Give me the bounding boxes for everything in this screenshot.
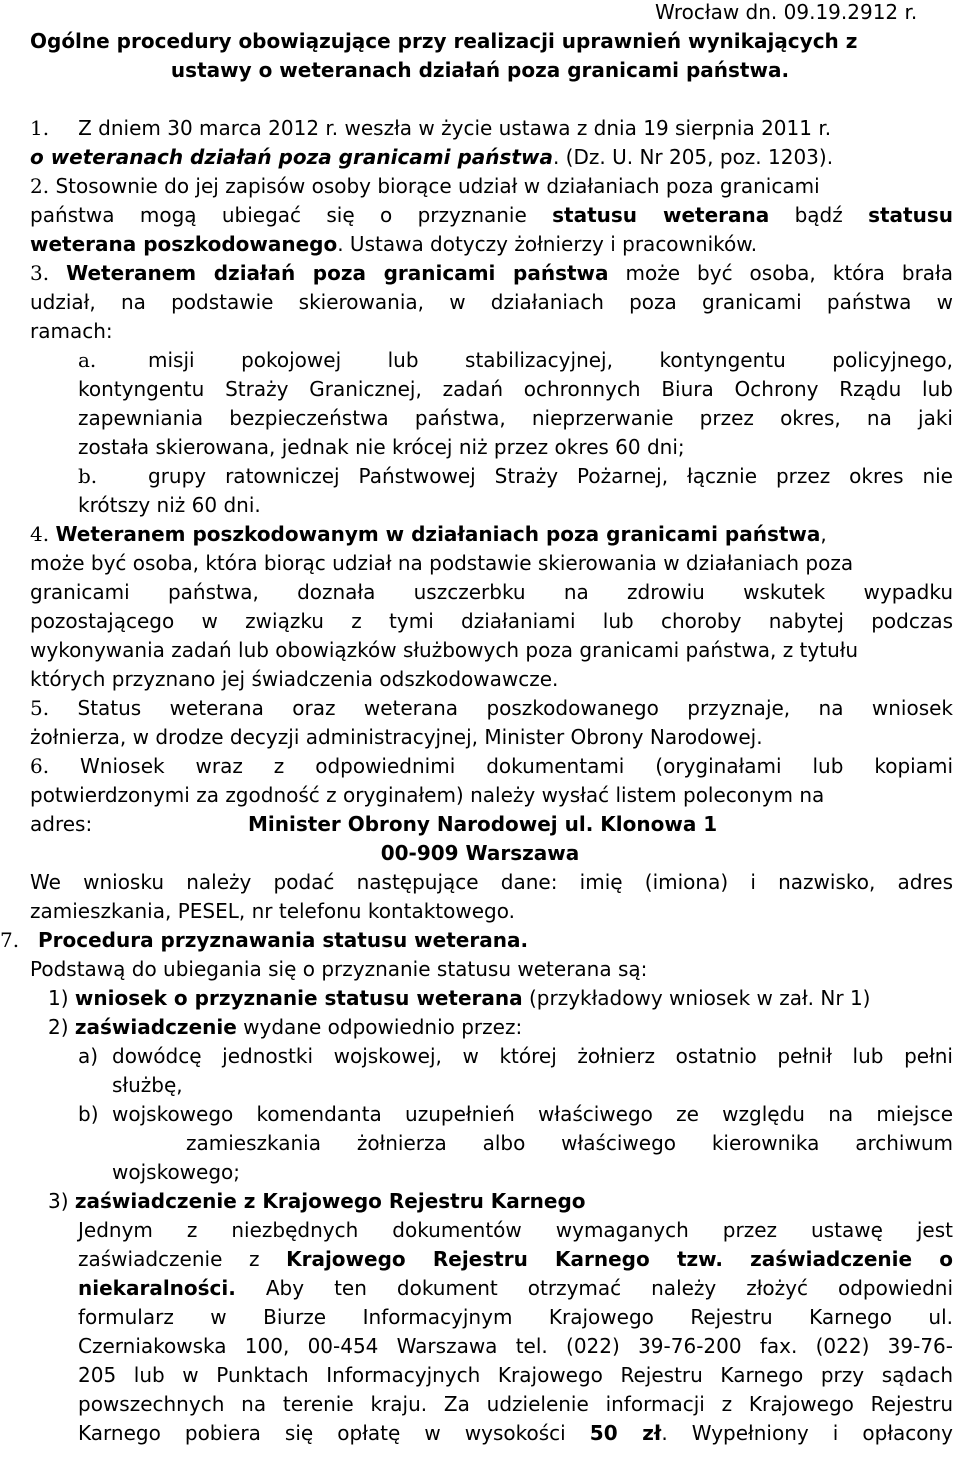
section-4-line-4: pozostającego w związku z tymi działaniami lub choroby nabytej podczas [30,609,953,633]
section-5-line-1: 5. Status weterana oraz weterana poszkodowanego przyznaje, na wniosek [30,696,954,720]
section-3-item-b-line-1: grupy ratowniczej Państwowej Straży Pożarnej, łącznie przez okres nie [148,464,953,488]
basis-item-2a-line-2: służbę, [112,1073,183,1097]
basis-item-1: 1) wniosek o przyznanie statusu weterana (przykładowy wniosek w zał. Nr 1) [48,986,871,1010]
section-3-item-a-label: a. [78,348,97,372]
section-3-item-b-line-2: krótszy niż 60 dni. [78,493,261,517]
section-2-line-1: 2. Stosownie do jej zapisów osoby biorące udział w działaniach poza granicami [30,174,820,198]
basis-item-2b-label: b) [78,1102,99,1126]
criminal-record-line-4: formularz w Biurze Informacyjnym Krajowego Rejestru Karnego ul. [78,1305,953,1329]
criminal-record-line-7: powszechnych na terenie kraju. Za udzielenie informacji z Krajowego Rejestru [78,1392,953,1416]
section-4-line-5: wykonywania zadań lub obowiązków służbowych poza granicami państwa, z tytułu [30,638,859,662]
law-reference: . (Dz. U. Nr 205, poz. 1203). [552,145,834,169]
section-6-line-4: We wniosku należy podać następujące dane: imię (imiona) i nazwisko, adres [30,870,953,894]
law-name: o weteranach działań poza granicami państwa [30,145,553,169]
basis-item-2a-line-1: dowódcę jednostki wojskowej, w której żołnierz ostatnio pełnił lub pełni [112,1044,953,1068]
section-2-number: 2. [30,174,50,198]
criminal-record-line-6: 205 lub w Punktach Informacyjnych Krajowego Rejestru Karnego przy sądach [78,1363,953,1387]
section-7-number: 7. [0,928,20,952]
document-title-line-2: ustawy o weteranach działań poza granicami państwa. [170,58,790,82]
section-3-number: 3. [30,261,50,285]
section-7-intro: Podstawą do ubiegania się o przyznanie statusu weterana są: [30,957,648,981]
section-1-line-2 [30,143,833,172]
address-line-1: Minister Obrony Narodowej ul. Klonowa 1 [248,812,718,836]
section-6-number: 6. [30,754,50,778]
section-2-line-3: weterana poszkodowanego. Ustawa dotyczy żołnierzy i pracowników. [30,232,758,256]
basis-item-2: 2) zaświadczenie wydane odpowiednio przez: [48,1015,523,1039]
basis-item-2b-line-1: wojskowego komendanta uzupełnień właściwego ze względu na miejsce [112,1102,953,1126]
section-3-item-a-line-1: misji pokojowej lub stabilizacyjnej, kontyngentu policyjnego, [148,348,953,372]
section-1-number: 1. [30,116,50,140]
section-4-number: 4. [30,522,50,546]
section-3-line-2: udział, na podstawie skierowania, w działaniach poza granicami państwa w [30,290,953,314]
basis-item-2a-label: a) [78,1044,99,1068]
address-label: adres: [30,812,93,836]
criminal-record-line-1: Jednym z niezbędnych dokumentów wymaganych przez ustawę jest [78,1218,953,1242]
section-3-item-b-label: b. [78,464,98,488]
basis-item-3: 3) zaświadczenie z Krajowego Rejestru Karnego [48,1189,586,1213]
criminal-record-line-3: niekaralności. Aby ten dokument otrzymać należy złożyć odpowiedni [78,1276,954,1300]
section-2-line-2: państwa mogą ubiegać się o przyznanie statusu weterana bądź statusu [30,203,953,227]
criminal-record-line-5: Czerniakowska 100, 00-454 Warszawa tel. (022) 39-76-200 fax. (022) 39-76- [78,1334,953,1358]
section-3-line-1: 3. Weteranem działań poza granicami państwa może być osoba, która brała [30,261,954,285]
criminal-record-line-8: Karnego pobiera się opłatę w wysokości 50 zł. Wypełniony i opłacony [78,1421,954,1445]
section-4-line-1: 4. Weteranem poszkodowanym w działaniach poza granicami państwa, [30,522,827,546]
section-5-number: 5. [30,696,50,720]
section-7-title: Procedura przyznawania statusu weterana. [38,928,529,952]
section-3-item-a-line-4: została skierowana, jednak nie krócej niż przez okres 60 dni; [78,435,685,459]
section-4-line-3: granicami państwa, doznała uszczerbku na zdrowiu wskutek wypadku [30,580,953,604]
section-4-line-2: może być osoba, która biorąc udział na podstawie skierowania w działaniach poza [30,551,854,575]
criminal-record-line-2: zaświadczenie z Krajowego Rejestru Karnego tzw. zaświadczenie o [78,1247,953,1271]
section-4-line-6: których przyznano jej świadczenia odszkodowawcze. [30,667,559,691]
section-1-text: Z dniem 30 marca 2012 r. weszła w życie ustawa z dnia 19 sierpnia 2011 r. [78,116,832,140]
section-6-line-1: 6. Wniosek wraz z odpowiednimi dokumentami (oryginałami lub kopiami [30,754,953,778]
address-line-2: 00-909 Warszawa [380,841,580,865]
document-title-line-1: Ogólne procedury obowiązujące przy realizacji uprawnień wynikających z [30,29,858,53]
section-3-item-a-line-3: zapewniania bezpieczeństwa państwa, nieprzerwanie przez okres, na jaki [78,406,953,430]
section-5-line-2: żołnierza, w drodze decyzji administracyjnej, Minister Obrony Narodowej. [30,725,763,749]
section-3-item-a-line-2: kontyngentu Straży Granicznej, zadań ochronnych Biura Ochrony Rządu lub [78,377,953,401]
section-6-line-2: potwierdzonymi za zgodność z oryginałem) należy wysłać listem poleconym na [30,783,825,807]
basis-item-2b-line-3: wojskowego; [112,1160,241,1184]
basis-item-2b-line-2: zamieszkania żołnierza albo właściwego kierownika archiwum [186,1131,953,1155]
place-date: Wrocław dn. 09.19.2912 r. [655,0,918,24]
section-3-line-3: ramach: [30,319,113,343]
section-1-line-1 [30,114,831,143]
section-6-line-5: zamieszkania, PESEL, nr telefonu kontaktowego. [30,899,515,923]
